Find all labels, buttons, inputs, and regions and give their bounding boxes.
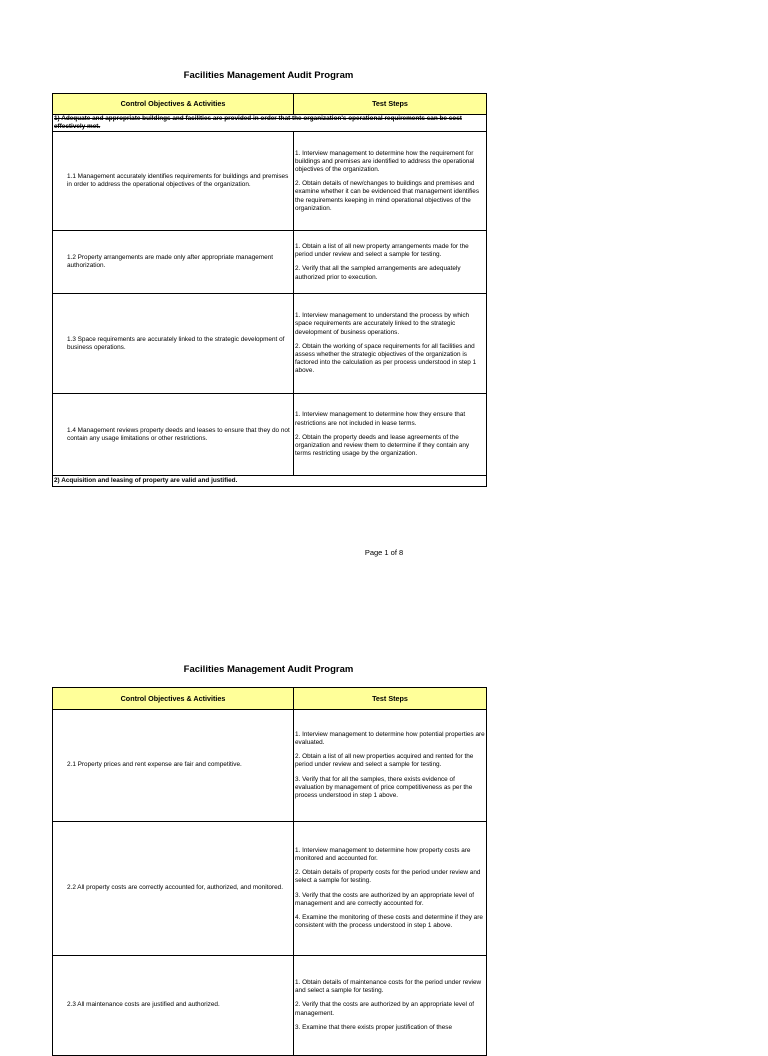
activity-cell: 2.1 Property prices and rent expense are fair and competitive. <box>53 710 294 822</box>
test-step: 2. Obtain details of property costs for the period under review and select a sample for testing. <box>295 869 481 885</box>
table-row <box>53 822 487 956</box>
section-heading-1: 1) Adequate and appropriate buildings and facilities are provided in order that the organization's operational requirements can be cost effectively met. <box>53 115 487 132</box>
steps-cell <box>294 710 487 822</box>
test-step: 1. Obtain details of maintenance costs for the period under review and select a sample for testing. <box>295 979 482 995</box>
table-row <box>53 132 487 231</box>
test-step: 1. Interview management to determine how potential properties are evaluated. <box>295 730 485 747</box>
test-step: 1. Interview management to determine how property costs are monitored and accounted for. <box>295 846 471 862</box>
activity-cell: 1.2 Property arrangements are made only after appropriate management authorization. <box>53 231 294 294</box>
steps-cell <box>294 822 487 956</box>
test-step: 2. Obtain details of new/changes to buildings and premises and examine whether it can be evidenced that management identifies the requirements keeping in mind operational objectives of the organization. <box>295 180 480 212</box>
steps-cell <box>294 394 487 476</box>
test-step: 1. Interview management to determine how they ensure that restrictions are not included in lease terms. <box>295 411 466 427</box>
table-header-row <box>53 688 487 710</box>
test-step: 4. Examine the monitoring of these costs and determine if they are consistent with the process understood in step 1 above. <box>295 913 483 930</box>
page-title: Facilities Management Audit Program <box>183 70 354 81</box>
section-row <box>53 476 487 487</box>
test-step: 2. Obtain the working of space requirements for all facilities and assess whether the strategic objectives of the organization is factored into the calculation as per process understood in step 1 above. <box>295 342 477 375</box>
audit-table-page-2 <box>52 687 487 1056</box>
activity-cell: 1.4 Management reviews property deeds and leases to ensure that they do not contain any usage limitations or other restrictions. <box>53 394 294 476</box>
steps-cell <box>294 956 487 1056</box>
steps-cell <box>294 294 487 394</box>
audit-table-page-1 <box>52 93 487 487</box>
steps-cell <box>294 231 487 294</box>
test-step: 2. Obtain the property deeds and lease agreements of the organization and review them to determine if they contain any terms restricting usage by the organization. <box>295 433 470 458</box>
test-step: 2. Verify that all the sampled arrangements are adequately authorized prior to execution. <box>295 265 461 281</box>
test-step: 2. Obtain a list of all new properties acquired and rented for the period under review and select a sample for testing. <box>295 753 474 769</box>
test-step: 3. Examine that there exists proper justification of these <box>295 1023 453 1031</box>
column-header-activities: Control Objectives & Activities <box>53 688 294 710</box>
test-step: 1. Interview management to determine how the requirement for buildings and premises are identified to address the operational objectives of the organization. <box>295 149 475 174</box>
column-header-activities: Control Objectives & Activities <box>53 94 294 115</box>
column-header-steps: Test Steps <box>294 688 487 710</box>
table-row <box>53 231 487 294</box>
table-header-row <box>53 94 487 115</box>
table-row <box>53 956 487 1056</box>
page-number: Page 1 of 8 <box>364 548 404 557</box>
test-step: 1. Interview management to understand the process by which space requirements are accurately linked to the strategic development of business operations. <box>295 312 470 336</box>
activity-cell: 2.2 All property costs are correctly accounted for, authorized, and monitored. <box>53 822 294 956</box>
page-title: Facilities Management Audit Program <box>183 664 354 675</box>
column-header-steps: Test Steps <box>294 94 487 115</box>
steps-cell <box>294 132 487 231</box>
table-row <box>53 294 487 394</box>
test-step: 1. Obtain a list of all new property arrangements made for the period under review and select a sample for testing. <box>295 243 469 259</box>
section-row <box>53 115 487 132</box>
test-step: 3. Verify that the costs are authorized by an appropriate level of management and are correctly accounted for. <box>295 891 475 907</box>
test-step: 3. Verify that for all the samples, there exists evidence of evaluation by management of price competitiveness as per the process understood in step 1 above. <box>295 775 473 799</box>
table-row <box>53 710 487 822</box>
section-heading-2: 2) Acquisition and leasing of property are valid and justified. <box>53 476 487 487</box>
activity-cell: 1.1 Management accurately identifies requirements for buildings and premises in order to address the operational objectives of the organization. <box>53 132 294 231</box>
test-step: 2. Verify that the costs are authorized by an appropriate level of management. <box>295 1001 475 1017</box>
activity-cell: 1.3 Space requirements are accurately linked to the strategic development of business operations. <box>53 294 294 394</box>
activity-cell: 2.3 All maintenance costs are justified and authorized. <box>53 956 294 1056</box>
table-row <box>53 394 487 476</box>
